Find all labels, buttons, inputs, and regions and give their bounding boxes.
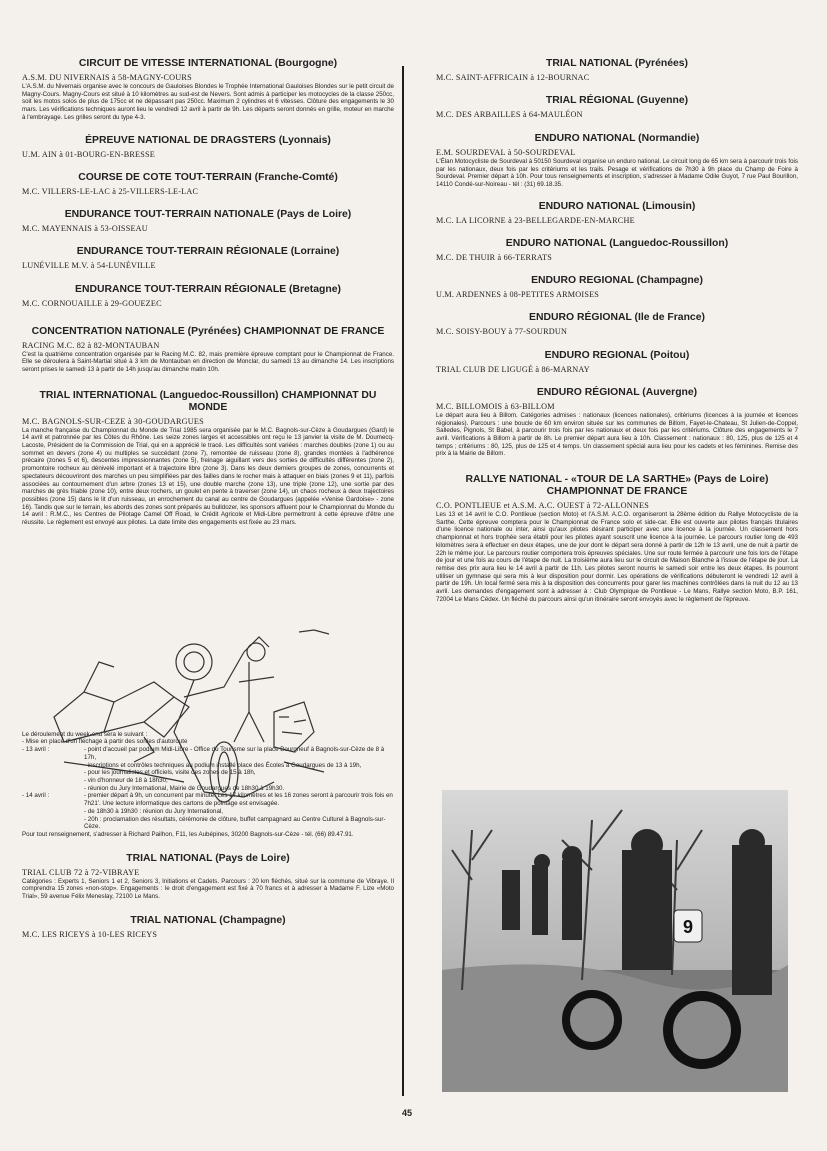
organizing-club: TRIAL CLUB 72 à 72-VIBRAYE	[22, 867, 140, 877]
event-section	[22, 326, 394, 374]
event-title: ENDURANCE TOUT-TERRAIN NATIONALE (Pays de Loire)	[64, 208, 352, 220]
event-title: TRIAL NATIONAL (Pays de Loire)	[126, 852, 290, 864]
program-item: - premier départ à 9h, un concurrent par minute. Les 17 kilomètres et les 16 zones seront à parcourir trois fois en 7h21'. Une lecture informatique des cartons de pointage est envisagée.	[84, 792, 393, 808]
event-section	[22, 246, 394, 271]
event-title: ENDURO RÉGIONAL (Ile de France)	[529, 311, 705, 323]
event-description: La manche française du Championnat du Monde de Trial 1985 sera organisée par le M.C. Bagnols-sur-Cèze à Goudargues (Gard) le 14 avril et patronnée par les Côtes du Rhône. Les seize zones larges et accessibles ont reçu le 13 janvier la visite de M. Doumecq-Lacoste, Président de la Commission de Trial, qui en a apprécié le tracé. Les difficultés sont variées : marches doubles (zone 1) ou au sommet en devers (zone 4) ou multiples se succédant (zone 7), remontée de ruisseau (zone 8), grandes montées à l'adhérence précaire (zones 5 et 6), descentes impressionnantes (zone 5), freinage aiguillant vers des sorties de difficultés différentes (zone 2), promontoire rocheux au dénivelé important et à trajectoire libre (zone 3). Dans les deux derniers groupes de zones, concurrents et spectateurs découvriront des marches un peu simplifiées par des failles dans le rocher mais à attaquer en biais (zones 9 et 11), parfois associées au contournement d'un arbre (zones 13 et 15), une double marche (zone 13), une triple (zone 12), une sortie par des marches de grès friable (zone 10), entre deux rochers, un goulet en pente à traverser (zone 14), un chaos rocheux à deux trajectoires possibles (zone 15) dans le lit d'un ruisseau, un enrochement du canal au centre de Goudargues (appelée «Venise Gardoise» - zone 16). Tandis que sur le terrain, les abords des zones sont préparés au bulldozer, les sponsors affluent pour le Championnat du Monde du 14 avril : R.M.C., les Centres de Pilotage Camel Off Road, le Crédit Agricole et Midi-Libre permettront à cette épreuve d'être une réussite. Le règlement est envoyé aux pilotes. La date limite des engagements est fixée au 23 mars.	[22, 426, 394, 527]
event-description: Le départ aura lieu à Billom. Catégories admises : nationaux (licences nationales), critériums (licences à la journée et licences régionales). Parcours : une boucle de 60 km environ située sur les communes de Billom, Fayet-le-Chateau, St Julien-de-Coppel, Salledes, Pignols, St Babel, à parcourir trois fois par les nationaux et deux fois par les critériums. Clôture des engagements le 7 avril. Vérifications à Billom à partir de 8h. Le premier départ aura lieu à 10h. Classement : nationaux : 80, 125, plus de 125 et 4 temps ; critériums : 80, 125, plus de 125 et 4 temps. Un classement spécial aura lieu pour les cadets et les féminines. Remise des prix à la Mairie de Billom.	[436, 411, 798, 458]
event-title: ENDURANCE TOUT-TERRAIN RÉGIONALE (Lorraine)	[76, 245, 340, 257]
event-section	[22, 284, 394, 309]
event-section	[436, 350, 798, 375]
event-title: ENDURO RÉGIONAL (Auvergne)	[536, 386, 698, 398]
event-section	[22, 58, 394, 122]
organizing-club: M.C. VILLERS-LE-LAC à 25-VILLERS-LE-LAC	[22, 186, 199, 196]
event-title: TRIAL NATIONAL (Champagne)	[130, 914, 286, 926]
event-section	[436, 387, 798, 458]
rally-riders-photo	[442, 790, 788, 1092]
event-section	[22, 853, 394, 901]
event-title: ENDURO REGIONAL (Poitou)	[544, 349, 690, 361]
program-intro: Le déroulement du week-end sera le suivant :	[22, 730, 148, 738]
event-title: ENDURO NATIONAL (Languedoc-Roussillon)	[505, 237, 729, 249]
organizing-club: M.C. DE THUIR à 66-TERRATS	[436, 252, 553, 262]
organizing-club: C.O. PONTLIEUE et A.S.M. A.C. OUEST à 72-ALLONNES	[436, 501, 649, 511]
organizing-club: E.M. SOURDEVAL à 50-SOURDEVAL	[436, 148, 576, 157]
program-item: - vin d'honneur de 18 à 18h30,	[84, 776, 168, 784]
event-section	[436, 201, 798, 226]
organizing-club: RACING M.C. 82 à 82-MONTAUBAN	[22, 340, 160, 350]
program-item: - point d'accueil par podium Midi-Libre - Office du Tourisme sur la place Bourgneuf à Bagnols-sur-Cèze de 8 à 17h,	[84, 746, 385, 761]
event-section	[436, 312, 798, 337]
program-item: - de 18h30 à 19h30 : réunion du Jury International,	[84, 807, 223, 815]
program-item: - Mise en place d'un fléchage à partir des sorties d'autoroute	[22, 738, 188, 746]
organizing-club: M.C. CORNOUAILLE à 29-GOUEZEC	[22, 298, 162, 308]
event-section	[22, 172, 394, 197]
event-section	[436, 275, 798, 300]
event-title: CIRCUIT DE VITESSE INTERNATIONAL (Bourgogne)	[78, 58, 338, 69]
event-title: ÉPREUVE NATIONAL DE DRAGSTERS (Lyonnais)	[85, 134, 331, 146]
program-day: - 14 avril :	[22, 792, 50, 800]
event-title: ENDURANCE TOUT-TERRAIN RÉGIONALE (Bretagne)	[75, 283, 341, 295]
program-item: - 20h : proclamation des résultats, cérémonie de clôture, buffet campagnard au Centre Culturel à Bagnols-sur-Cèze.	[84, 815, 386, 831]
right-column	[436, 58, 798, 603]
event-title: ENDURO NATIONAL (Normandie)	[534, 133, 700, 144]
organizing-club: LUNÉVILLE M.V. à 54-LUNÉVILLE	[22, 260, 156, 270]
page-number: 45	[402, 1108, 413, 1118]
organizing-club: A.S.M. DU NIVERNAIS à 58-MAGNY-COURS	[22, 73, 192, 82]
organizing-club: M.C. SOISY-BOUY à 77-SOURDUN	[436, 326, 568, 336]
organizing-club: U.M. AIN à 01-BOURG-EN-BRESSE	[22, 149, 155, 159]
event-description: L'A.S.M. du Nivernais organise avec le concours de Gauloises Blondes le Trophée International Gauloises Blondes sur le petit circuit de Magny-Cours. Magny-Cours est situé à 10 kilomètres au sud-est de Nevers. Sont admis à participer les motocycles de la classe 250cc, soit les motos solos de plus de 175cc et ne dépassant pas 250cc. Maximum 2 cylindres et 6 vitesses. Clôture des engagements le 30 mars. Les vérifications techniques auront lieu le vendredi 12 avril à partir de 9h. Les départs seront donnés en grille, moteur en marche à l'embrayage. Les grilles seront du type 4-3.	[22, 83, 394, 121]
event-description: L'Élan Motocycliste de Sourdeval à 50150 Sourdeval organise un enduro national. Le circuit long de 65 km sera à parcourir trois fois par les nationaux, deux fois par les critériums et les trails. Pesage et vérifications de 7h30 à 9h place du Champ de Foire à Sourdeval. Premier départ à 10h. Pour tous renseignements et inscription, s'adresser à Madame Odile Guyot, 7 rue Paul Bourillon, 14110 Condé-sur-Noireau - tél : (31) 69.18.35.	[436, 158, 798, 189]
event-title: TRIAL RÉGIONAL (Guyenne)	[545, 95, 689, 106]
program-contact: Pour tout renseignement, s'adresser à Richard Pailhon, F11, les Aubépines, 30200 Bagnols-sur-Cèze - tél. (66) 89.47.91.	[22, 830, 354, 838]
event-section	[436, 95, 798, 120]
column-divider	[402, 66, 404, 1096]
organizing-club: M.C. MAYENNAIS à 53-OISSEAU	[22, 223, 148, 233]
event-section	[436, 238, 798, 263]
event-description: Catégories : Experts 1, Seniors 1 et 2, Seniors 3, Initiations et Cadets. Parcours : 20 km fléchés, situé sur la commune de Vibraye. Il comprendra 15 zones «non-stop». Engagements : le droit d'engagement est fixé à 70 francs et à adresser à Madame F. Lize «Moto Trial», 59 avenue Félix Meneslay, 72100 Le Mans.	[22, 877, 394, 901]
event-title: TRIAL INTERNATIONAL (Languedoc-Roussillon) CHAMPIONNAT DU MONDE	[39, 389, 377, 413]
event-description: Les 13 et 14 avril le C.O. Pontlieue (section Moto) et l'A.S.M. A.C.O. organiseront la 28ème édition du Rallye Motocycliste de la Sarthe. Cette épreuve comptera pour le Championnat de France solo et side-car. Elle est ouverte aux pilotes français titulaires d'une licence nationale ou inter, ainsi qu'aux pilotes désirant participer avec une licence à la journée. Un classement hors championnat et hors trophée sera établi pour les pilotes ayant souscrit une licence à la journée. Le parcours routier long de 493 kilomètres sera à effectuer en deux étapes, une de jour dont le départ sera donné à partir de 12h le 13 avril, une de nuit à partir de 22h le même jour. Le parcours routier comportera trois épreuves spéciales. Une sur route fermée à parcourir une fois lors de l'étape de jour et une fois au cours de l'étape de nuit. La troisième aura lieu sur le circuit de Maison Blanche à l'issue de l'étape de jour. La remise des prix aura lieu le 14 avril à partir de 11h. Les pilotes seront nourris le samedi soir entre les deux étapes. Ils pourront utiliser un gymnase qui sera mis à leur disposition pour dormir. Les opérations de vérifications débuteront le vendredi 12 avril à partir de 19h. Un local fermé sera mis à la disposition des concurrents pour garer les machines contrôlées dans la nuit du 12 au 13 avril. Les demandes d'engagement sont à adresser à : Club Olympique de Pontlieue - Le Mans, Rallye section Moto, B.P. 161, 72004 Le Mans Cédex. Un fléché du parcours ainsi qu'un itinéraire seront envoyés avec le règlement de l'épreuve.	[436, 511, 798, 603]
program-item: - pour les journalistes et officiels, visite des zones de 15 à 18h,	[84, 769, 256, 777]
organizing-club: M.C. LES RICEYS à 10-LES RICEYS	[22, 929, 158, 939]
event-section	[22, 915, 394, 940]
event-section	[436, 133, 798, 189]
plate-number: 9	[682, 917, 694, 937]
event-section	[22, 209, 394, 234]
event-title: TRIAL NATIONAL (Pyrénées)	[545, 58, 689, 69]
organizing-club: TRIAL CLUB DE LIGUGÉ à 86-MARNAY	[436, 364, 590, 374]
organizing-club: M.C. DES ARBAILLES à 64-MAULÉON	[436, 110, 583, 119]
organizing-club: M.C. SAINT-AFFRICAIN à 12-BOURNAC	[436, 73, 590, 82]
program-day: - 13 avril :	[22, 746, 50, 754]
event-section	[22, 390, 394, 527]
event-title: RALLYE NATIONAL - «TOUR DE LA SARTHE» (Pays de Loire) CHAMPIONNAT DE FRANCE	[465, 474, 769, 498]
event-section	[436, 474, 798, 603]
program-item: - inscriptions et contrôles techniques au podium installé place des Écoles à Goudargues de 13 à 19h,	[84, 761, 362, 769]
organizing-club: M.C. BAGNOLS-SUR-CEZE à 30-GOUDARGUES	[22, 416, 204, 426]
trial-sketch-illustration	[44, 622, 344, 822]
event-title: COURSE DE COTE TOUT-TERRAIN (Franche-Comté)	[78, 171, 338, 183]
event-title: ENDURO REGIONAL (Champagne)	[531, 274, 703, 286]
event-section	[22, 135, 394, 160]
event-title: ENDURO NATIONAL (Limousin)	[538, 200, 696, 212]
event-section	[436, 58, 798, 83]
program-item: - réunion du Jury International, Mairie de Goudargues de 18h30 à 19h30.	[84, 784, 285, 792]
organizing-club: M.C. BILLOMOIS à 63-BILLOM	[436, 401, 555, 411]
event-description: C'est la quatrième concentration organisée par le Racing M.C. 82, mais première épreuve comptant pour le Championnat de France. Elle se déroulera à Saint-Martial situé à 3 km de Montauban en direction de Monclar, du samedi 13 au dimanche 14. Les inscriptions seront prises le samedi 13 à partir de 14h jusqu'au dimanche matin 10h.	[22, 350, 394, 373]
organizing-club: M.C. LA LICORNE à 23-BELLEGARDE-EN-MARCHE	[436, 215, 635, 225]
event-title: CONCENTRATION NATIONALE (Pyrénées) CHAMPIONNAT DE FRANCE	[31, 325, 385, 337]
organizing-club: U.M. ARDENNES à 08-PETITES ARMOISES	[436, 289, 600, 299]
